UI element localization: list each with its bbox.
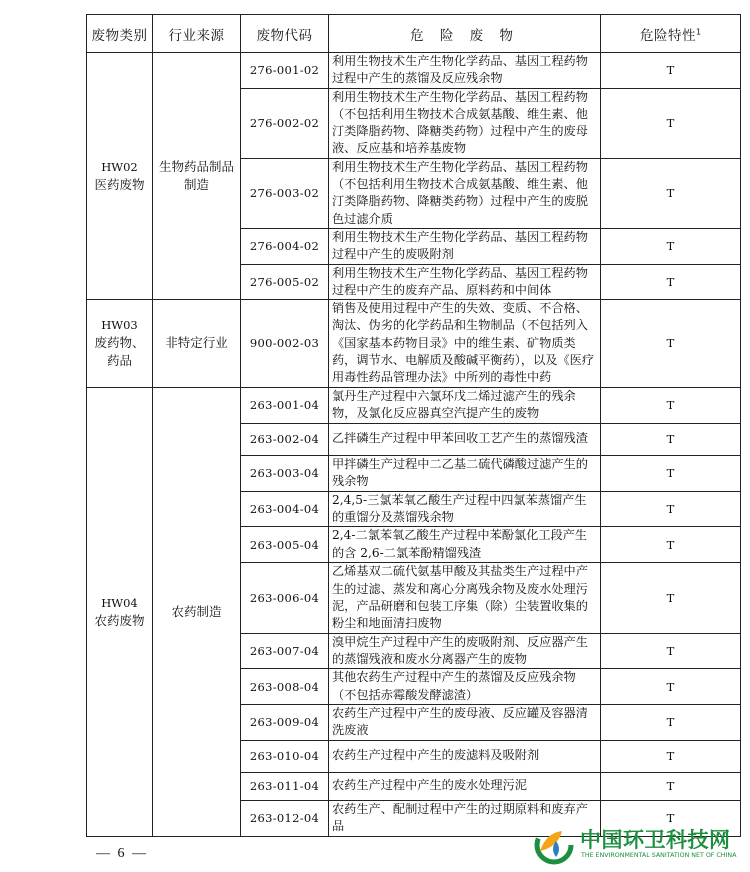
waste-code: 276-005-02 bbox=[241, 264, 329, 300]
waste-description: 农药生产、配制过程中产生的过期原料和废弃产品 bbox=[329, 800, 601, 836]
watermark-title: 中国环卫科技网 bbox=[580, 828, 731, 852]
hazard-characteristic: T bbox=[601, 88, 741, 158]
waste-description: 利用生物技术生产生物化学药品、基因工程药物过程中产生的废弃产品、原料药和中间体 bbox=[329, 264, 601, 300]
waste-description: 农药生产过程中产生的废滤料及吸附剂 bbox=[329, 740, 601, 772]
waste-description: 利用生物技术生产生物化学药品、基因工程药物（不包括利用生物技术合成氨基酸、维生素、他汀类降脂药物、降糖类药物）过程中产生的废脱色过滤介质 bbox=[329, 158, 601, 228]
hazard-characteristic: T bbox=[601, 705, 741, 741]
hazard-characteristic: T bbox=[601, 264, 741, 300]
waste-description: 乙拌磷生产过程中甲苯回收工艺产生的蒸馏残渣 bbox=[329, 423, 601, 455]
industry-cell: 生物药品制品制造 bbox=[153, 53, 241, 300]
site-watermark bbox=[530, 822, 748, 868]
hazard-characteristic: T bbox=[601, 562, 741, 633]
waste-description: 乙烯基双二硫代氨基甲酸及其盐类生产过程中产生的过滤、蒸发和离心分离残余物及废水处理污泥，产品研磨和包装工序集（除）尘装置收集的粉尘和地面清扫废物 bbox=[329, 562, 601, 633]
page-number: — 6 — bbox=[96, 846, 148, 861]
waste-description: 2,4-二氯苯氧乙酸生产过程中苯酚氯化工段产生的含 2,6-二氯苯酚精馏残渣 bbox=[329, 527, 601, 563]
hazardous-waste-table bbox=[86, 14, 741, 837]
hazard-characteristic: T bbox=[601, 800, 741, 836]
waste-description: 2,4,5-三氯苯氧乙酸生产过程中四氯苯蒸馏产生的重馏分及蒸馏残余物 bbox=[329, 491, 601, 527]
waste-description: 氯丹生产过程中六氯环戊二烯过滤产生的残余物，及氯化反应器真空汽提产生的废物 bbox=[329, 387, 601, 423]
waste-code: 263-011-04 bbox=[241, 772, 329, 800]
waste-code: 263-004-04 bbox=[241, 491, 329, 527]
waste-code: 263-007-04 bbox=[241, 633, 329, 669]
waste-description: 利用生物技术生产生物化学药品、基因工程药物（不包括利用生物技术合成氨基酸、维生素、他汀类降脂药物、降糖类药物）过程中产生的废母液、反应基和培养基废物 bbox=[329, 88, 601, 158]
hazard-characteristic: T bbox=[601, 387, 741, 423]
waste-description: 农药生产过程中产生的废母液、反应罐及容器清洗废液 bbox=[329, 705, 601, 741]
hazard-characteristic: T bbox=[601, 669, 741, 705]
hazard-characteristic: T bbox=[601, 491, 741, 527]
hazard-characteristic: T bbox=[601, 633, 741, 669]
waste-code: 263-009-04 bbox=[241, 705, 329, 741]
header-waste: 危 险 废 物 bbox=[329, 15, 601, 53]
hazard-characteristic: T bbox=[601, 300, 741, 387]
hazard-characteristic: T bbox=[601, 527, 741, 563]
waste-code: 263-012-04 bbox=[241, 800, 329, 836]
industry-cell: 非特定行业 bbox=[153, 300, 241, 387]
header-category: 废物类别 bbox=[87, 15, 153, 53]
header-row bbox=[87, 15, 741, 53]
waste-description: 销售及使用过程中产生的失效、变质、不合格、淘汰、伪劣的化学药品和生物制品（不包括列入《国家基本药物目录》中的维生素、矿物质类药，调节水、电解质及酸碱平衡药），以及《医疗用毒性药品管理办法》中所列的毒性中药 bbox=[329, 300, 601, 387]
hazard-characteristic: T bbox=[601, 228, 741, 264]
hazard-characteristic: T bbox=[601, 772, 741, 800]
waste-code: 263-001-04 bbox=[241, 387, 329, 423]
waste-code: 263-003-04 bbox=[241, 455, 329, 491]
waste-code: 276-003-02 bbox=[241, 158, 329, 228]
category-cell: HW03 废药物、药品 bbox=[87, 300, 153, 387]
header-hazard-note: 1 bbox=[695, 27, 702, 36]
leaf-drop-logo-icon bbox=[532, 823, 576, 867]
watermark-subtitle: THE ENVIRONMENTAL SANITATION NET OF CHINA bbox=[581, 852, 737, 859]
hazard-characteristic: T bbox=[601, 455, 741, 491]
waste-description: 农药生产过程中产生的废水处理污泥 bbox=[329, 772, 601, 800]
table-row bbox=[87, 300, 741, 387]
category-cell: HW04 农药废物 bbox=[87, 387, 153, 836]
waste-code: 276-001-02 bbox=[241, 53, 329, 89]
table-row bbox=[87, 53, 741, 89]
waste-code: 263-010-04 bbox=[241, 740, 329, 772]
waste-description: 其他农药生产过程中产生的蒸馏及反应残余物（不包括赤霉酸发酵滤渣） bbox=[329, 669, 601, 705]
waste-code: 263-002-04 bbox=[241, 423, 329, 455]
hazard-characteristic: T bbox=[601, 423, 741, 455]
header-industry: 行业来源 bbox=[153, 15, 241, 53]
waste-description: 利用生物技术生产生物化学药品、基因工程药物过程中产生的废吸附剂 bbox=[329, 228, 601, 264]
hazard-characteristic: T bbox=[601, 740, 741, 772]
waste-code: 263-006-04 bbox=[241, 562, 329, 633]
waste-code: 900-002-03 bbox=[241, 300, 329, 387]
industry-cell: 农药制造 bbox=[153, 387, 241, 836]
header-code: 废物代码 bbox=[241, 15, 329, 53]
hazard-characteristic: T bbox=[601, 53, 741, 89]
table-row bbox=[87, 387, 741, 423]
waste-code: 276-004-02 bbox=[241, 228, 329, 264]
waste-description: 利用生物技术生产生物化学药品、基因工程药物过程中产生的蒸馏及反应残余物 bbox=[329, 53, 601, 89]
waste-description: 溴甲烷生产过程中产生的废吸附剂、反应器产生的蒸馏残液和废水分离器产生的废物 bbox=[329, 633, 601, 669]
waste-description: 甲拌磷生产过程中二乙基二硫代磷酸过滤产生的残余物 bbox=[329, 455, 601, 491]
waste-code: 276-002-02 bbox=[241, 88, 329, 158]
waste-code: 263-008-04 bbox=[241, 669, 329, 705]
header-hazard: 危险特性$^1$ bbox=[601, 15, 741, 53]
category-cell: HW02 医药废物 bbox=[87, 53, 153, 300]
hazard-characteristic: T bbox=[601, 158, 741, 228]
waste-code: 263-005-04 bbox=[241, 527, 329, 563]
